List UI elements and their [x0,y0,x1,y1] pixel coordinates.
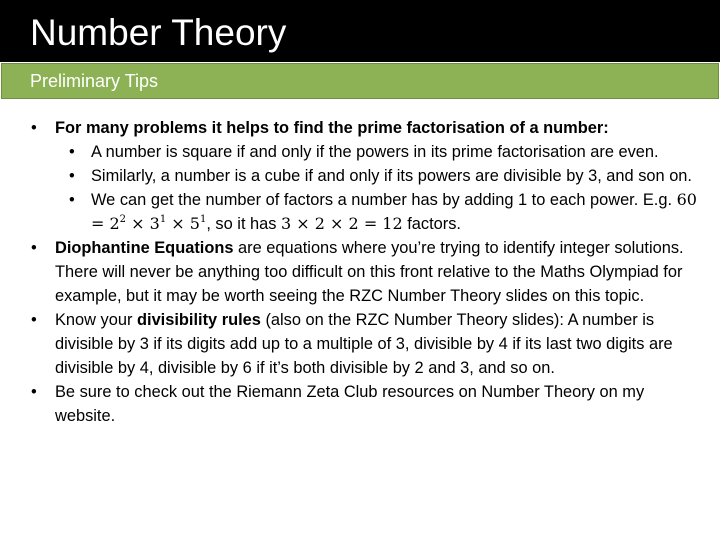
math-expression-rhs: 3 × 2 × 2 = 12 [281,214,403,233]
bullet-keyword: Diophantine Equations [55,239,234,257]
bullet-text: are equations where you’re trying to identify integer solutions. There will never be anything too difficult on this front relative to the Maths Olympiad for example, but it may be worth seeing the RZC Number Theory slides on this topic. [55,239,684,305]
slide-subtitle: Preliminary Tips [30,71,159,91]
math-exponent: 1 [159,214,167,225]
sub-bullet-square [55,140,698,164]
sub-bullet-text: factors. [402,215,461,233]
slide-content [28,116,698,428]
bullet-list [28,116,698,428]
sub-bullet-text: A number is square if and only if the powers in its prime factorisation are even. [91,143,659,161]
bullet-dot-icon: • [31,383,37,401]
math-expression-mid: × 3 [126,214,160,233]
sub-bullet-dot-icon: • [69,191,75,209]
bullet-divisibility [28,308,698,380]
title-bar [0,0,720,62]
sub-bullet-dot-icon: • [69,167,75,185]
bullet-text: Know your [55,311,137,329]
math-exponent: 1 [199,214,207,225]
bullet-keyword: divisibility rules [137,311,261,329]
bullet-heading: For many problems it helps to find the prime factorisation of a number: [55,119,609,137]
sub-bullet-text: Similarly, a number is a cube if and only if its powers are divisible by 3, and son on. [91,167,692,185]
math-exponent: 2 [119,214,127,225]
sub-bullet-text: We can get the number of factors a number has by adding 1 to each power. E.g. [91,191,677,209]
bullet-text: (also on the RZC Number Theory slides): A number is divisible by 3 if its digits add up to a multiple of 3, divisible by 4 if its last two digits are divisible by 4, divisible by 6 if it’s both divisible by 2 and 3, and so on. [55,311,673,377]
sub-bullet-text: , so it has [206,215,282,233]
sub-bullet-cube [55,164,698,188]
bullet-dot-icon: • [31,119,37,137]
subtitle-bar [1,63,719,99]
sub-bullet-list [55,140,698,236]
bullet-dot-icon: • [31,311,37,329]
slide-title: Number Theory [30,12,287,53]
sub-bullet-factor-count [55,188,698,236]
bullet-resources [28,380,698,428]
bullet-text: Be sure to check out the Riemann Zeta Club resources on Number Theory on my website. [55,383,645,425]
math-expression-mid: × 5 [166,214,200,233]
bullet-dot-icon: • [31,239,37,257]
sub-bullet-dot-icon: • [69,143,75,161]
bullet-diophantine [28,236,698,308]
math-expression-lhs: 60 = 2 [91,190,697,233]
bullet-prime-factorisation [28,116,698,236]
